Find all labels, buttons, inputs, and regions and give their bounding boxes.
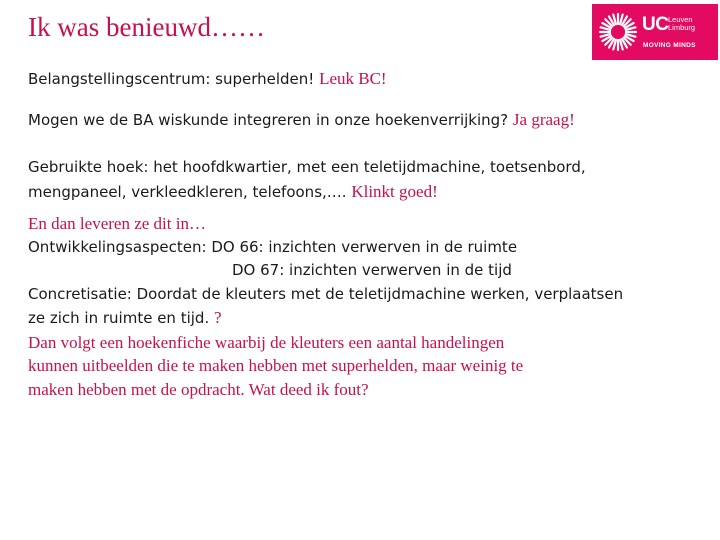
corner-comment: Klinkt goed! — [351, 181, 438, 201]
concretisation-line2 — [28, 306, 698, 331]
development-aspects-line2: DO 67: inzichten verwerven in de tijd — [232, 261, 512, 279]
delivery-intro: En dan leveren ze dit in… — [28, 214, 206, 233]
logo-uc-text: UC — [642, 14, 669, 35]
logo-name-line1: Leuven — [668, 15, 693, 24]
question-mark: ? — [214, 308, 222, 327]
sunburst-icon — [598, 12, 638, 52]
fiche-line3: maken hebben met de opdracht. Wat deed ik fout? — [28, 379, 369, 399]
corner-line1: Gebruikte hoek: het hoofdkwartier, met een teletijdmachine, toetsenbord, — [28, 158, 586, 176]
paragraph-integration — [28, 108, 698, 133]
logo-name-line2: Limburg — [668, 23, 696, 32]
logo-name — [668, 16, 695, 32]
fiche-line2: kunnen uitbeelden die te maken hebben met superhelden, maar weinig te — [28, 356, 524, 375]
bc-comment: Leuk BC! — [319, 69, 387, 88]
corner-line2-text: mengpaneel, verkleedkleren, telefoons,…. — [28, 182, 347, 201]
paragraph-bc — [28, 67, 698, 92]
integration-text: Mogen we de BA wiskunde integreren in onze hoekenverrijking? — [28, 110, 509, 129]
concretisation-line1: Concretisatie: Doordat de kleuters met de teletijdmachine werken, verplaatsen — [28, 284, 624, 303]
fiche-line1: Dan volgt een hoekenfiche waarbij de kleuters een aantal handelingen — [28, 332, 505, 352]
corner-line2 — [28, 180, 698, 205]
integration-comment: Ja graag! — [512, 109, 575, 129]
concretisation-line2-text: ze zich in ruimte en tijd. — [28, 309, 210, 327]
development-aspects-line1: Ontwikkelingsaspecten: DO 66: inzichten verwerven in de ruimte — [28, 237, 518, 256]
logo-tagline: MOVING MINDS — [643, 42, 696, 49]
uc-leuven-limburg-logo — [592, 4, 718, 60]
slide-body — [28, 67, 698, 401]
bc-text: Belangstellingscentrum: superhelden! — [28, 70, 315, 88]
slide-title: Ik was benieuwd…… — [28, 12, 265, 42]
